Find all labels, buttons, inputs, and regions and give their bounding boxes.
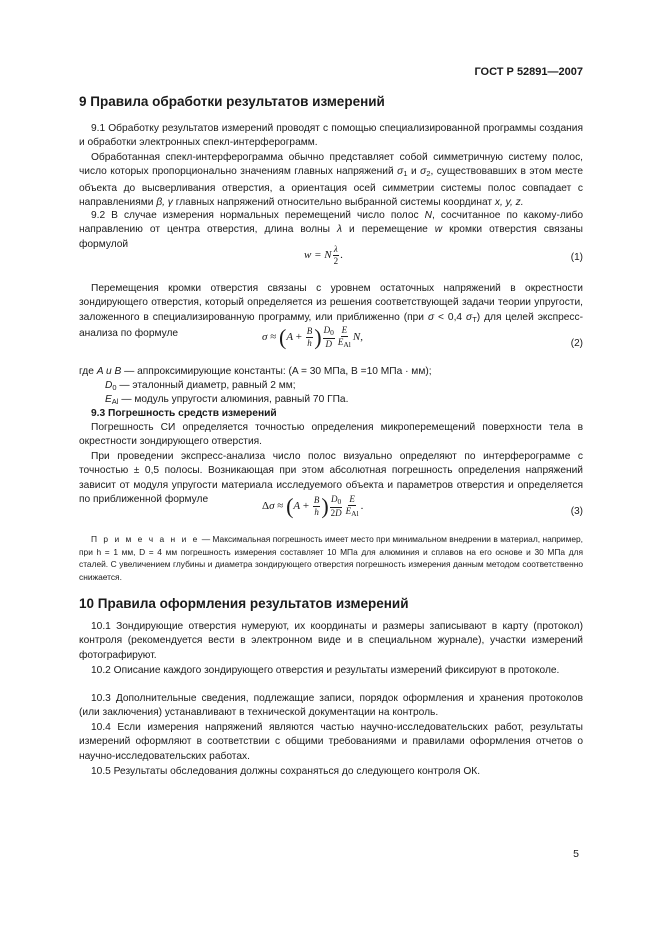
paragraph-10-2: 10.2 Описание каждого зондирующего отверстия и результаты измерений фиксируют в протоколе.: [91, 665, 560, 676]
subsection-9-3-title: 9.3 Погрешность средств измерений: [91, 408, 277, 419]
formula-2: σ ≈ (A + $\frac{B}{h}$ ) $\frac{D_0}{D}$ $\frac{E}{E_{Al}}$ N,: [262, 324, 363, 350]
section-10-title: 10 Правила оформления результатов измерений: [79, 596, 409, 611]
formula-2-number: (2): [570, 338, 583, 349]
paragraph-10-5: 10.5 Результаты обследования должны сохраняться до следующего контроля ОК.: [91, 766, 481, 777]
paragraph-10-1: 10.1 Зондирующие отверстия нумеруют, их координаты и размеры записывают в карту (протокол) контроля (рекомендуется вести в электронном виде и в специальном журнале), участки измерений фотографируют.: [79, 621, 583, 661]
section-9-title: 9 Правила обработки результатов измерений: [79, 94, 385, 109]
formula-1-number: (1): [570, 252, 583, 263]
where-d0: $D_0$ — эталонный диаметр, равный 2 мм;: [105, 380, 296, 392]
paragraph-9-1: 9.1 Обработку результатов измерений проводят с помощью специализированной программы создания и обработки электронных спекл-интерферограмм.: [79, 123, 583, 149]
paragraph-9-2: 9.2 В случае измерения нормальных перемещений число полос N, сосчитанное по какому-либо направлению от центра отверстия, длина волны λ и перемещение w кромки отверстия связаны формулой: [79, 210, 583, 250]
note-label: П р и м е ч а н и е: [91, 534, 200, 544]
where-clause: где A и B — аппроксимирующие константы: (A = 30 МПа, B =10 МПа · мм);: [79, 366, 432, 377]
paragraph-9-3-1: Погрешность СИ определяется точностью определения микроперемещений поверхности тела в окрестности зондирующего отверстия.: [79, 422, 583, 448]
paragraph-9-3-2: При проведении экспресс-анализа число полос визуально определяют по интерферограмме с точностью ± 0,5 полосы. Возникающая при этом абсолютная погрешность определения напряжений зависит от модуля упругости материала исследуемого объекта и параметров отверстия и определяется по приближенной формуле: [79, 451, 583, 506]
note-text: — Максимальная погрешность имеет место при минимальном внедрении в материал, например, при h = 1 мм, D = 4 мм погрешность измерения составляет 10 МПа для алюминия и сплавов на его основе и 30 МПа для сталей. С увеличением глубины и диаметра зондирующего отверстия погрешность измерения данным методом соответственно снижается.: [79, 534, 583, 582]
formula-3: Δσ ≈ (A + $\frac{B}{h}$ ) $\frac{D_0}{2D}$ $\frac{E}{E_{Al}}$ .: [262, 493, 364, 519]
document-header: ГОСТ Р 52891—2007: [474, 66, 583, 78]
paragraph-10-3: 10.3 Дополнительные сведения, подлежащие записи, порядок оформления и хранения протоколов (или заключения) устанавливают в технической документации на контроль.: [79, 693, 583, 719]
page-number: 5: [573, 848, 579, 860]
paragraph-10-4: 10.4 Если измерения напряжений являются частью научно-исследовательских работ, результаты измерений оформляют в соответствии с общими требованиями и правилами оформления отчетов о научно-исследовательских работах.: [79, 722, 583, 762]
paragraph-displacement: Перемещения кромки отверстия связаны с уровнем остаточных напряжений в окрестности зондирующего отверстия, который определяется из решения соответствующей задачи теории упругости, заложенного в специализированную программу, или приближенно (при σ < 0,4 $\sigma_T$) для целей экспресс-анализа по формуле: [79, 283, 583, 340]
note: [79, 533, 583, 583]
formula-1: w = N $\frac{\lambda}{2}$ .: [304, 244, 343, 266]
paragraph-9-1-fringe: Обработанная спекл-интерферограмма обычно представляет собой симметричную систему полос, число которых пропорционально значениям главных напряжений $\sigma_1$ и $\sigma_2$, существовавших в этом месте объекта до высверливания отверстия, а ориентация осей симметрии системы полос совпадает с направлениями β, γ главных напряжений относительно выбранной системы координат x, y, z.: [79, 152, 583, 209]
where-eal: $E_{Al}$ — модуль упругости алюминия, равный 70 ГПа.: [105, 394, 349, 406]
formula-3-number: (3): [570, 506, 583, 517]
